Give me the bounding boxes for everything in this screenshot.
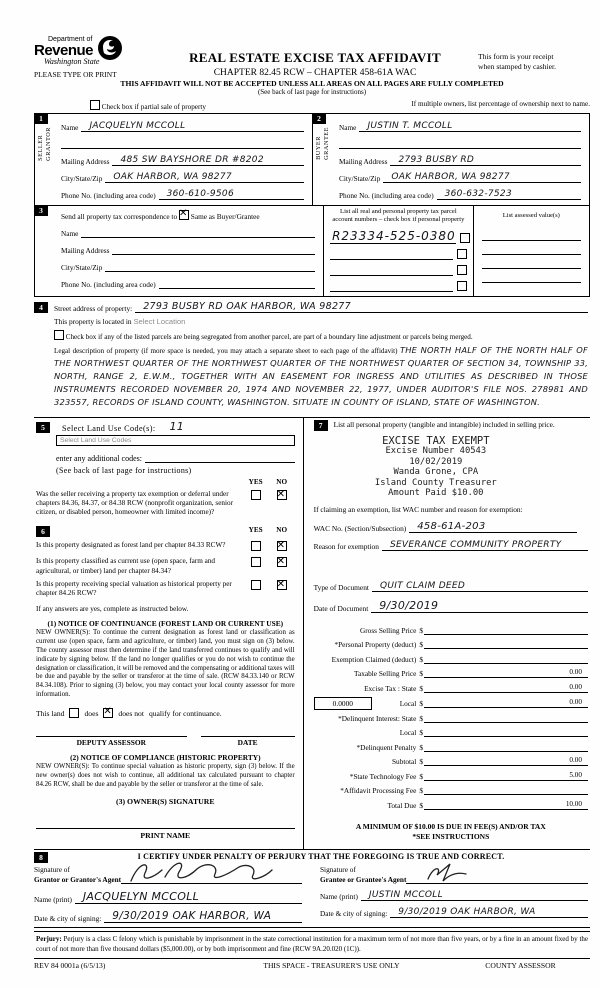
wac-number-input[interactable]: 458-61A-203 bbox=[409, 521, 577, 533]
corr-csz-input[interactable] bbox=[105, 261, 315, 272]
buyer-phone-label: Phone No. (including area code) bbox=[339, 191, 434, 200]
grantee-signature bbox=[410, 861, 500, 887]
assessed-value-input-3[interactable] bbox=[482, 255, 581, 269]
legal-description-label: Legal description of property (if more space is needed, you may attach a separate sheet to each page of the affidavit) bbox=[54, 347, 398, 356]
doc-type-label: Type of Document bbox=[313, 582, 369, 592]
s5-yes-header: YES bbox=[248, 477, 263, 486]
current-yes-checkbox[interactable] bbox=[251, 557, 261, 567]
logo-state-text: Washington State bbox=[44, 57, 100, 66]
seller-name2-input[interactable] bbox=[61, 138, 304, 149]
buyer-csz-label: City/State/Zip bbox=[339, 174, 381, 183]
same-as-buyer-checkbox[interactable] bbox=[179, 210, 189, 220]
deputy-assessor-signature-line[interactable]: DEPUTY ASSESSOR bbox=[36, 736, 187, 747]
logo-dept-text: Department of bbox=[48, 36, 93, 43]
owners-signature-title: (3) OWNER(S) SIGNATURE bbox=[116, 797, 215, 807]
land-use-code-label: Select Land Use Code(s): bbox=[62, 423, 156, 433]
doc-date-input[interactable]: 9/30/2019 bbox=[371, 599, 588, 613]
grantee-date-city-input[interactable]: 9/30/2019 OAK HARBOR, WA bbox=[390, 907, 588, 918]
grantor-date-city-input[interactable]: 9/30/2019 OAK HARBOR, WA bbox=[104, 910, 302, 923]
buyer-phone-input[interactable]: 360-632-7523 bbox=[437, 189, 581, 200]
state-technology-fee-value[interactable]: 5.00 bbox=[424, 771, 588, 781]
buyer-name-input[interactable]: JUSTIN T. MCCOLL bbox=[359, 121, 581, 132]
current-no-checkbox[interactable] bbox=[277, 557, 287, 567]
seller-grantor-vertical-label: SELLER GRANTOR bbox=[37, 127, 52, 161]
forest-no-checkbox[interactable] bbox=[277, 541, 287, 551]
historic-no-checkbox[interactable] bbox=[277, 580, 287, 590]
excise-column: 7 List all personal property (tangible and intangible) included in selling price. EXCISE TAX EXEMPT Excise Number 40543 10/02/2019 Wanda Grone, CPA Island County Treasurer Amount Paid $10.00 If claiming an exemption, list WAC number and reason for exemption: WAC No. (Section/Subsection) 458-61A-203 Reason for exemption SEVERANCE COMMUNITY PROPERTY Type of Document QUIT CLAIM DEED Date of Document 9/30/2019 Gross Selling Price $ *Personal Property (deduct) $ Exemption Claimed (deduct) $ Taxable Selling Price $ 0.00 Excise Tax : State $ 0.00 0.0000 Local $ 0.00 *Delinquent Interest: State $ Local $ *Delinquent Penalty $ Subtotal $ 0.00 *State Technology Fee $ 5.00 *Affidavit Processing Fee $ Total Due $ 10.00 A MINIMUM OF $10.00 IS DUE IN FEE(S) AND/OR TAX *SEE INSTRUCTIONS bbox=[304, 418, 590, 849]
see-back-note: (See back of last page for instructions) bbox=[257, 88, 367, 96]
section-8-number: 8 bbox=[34, 852, 48, 863]
historic-question-row bbox=[36, 580, 295, 599]
dor-swirl-icon bbox=[99, 36, 125, 69]
header bbox=[34, 36, 590, 78]
partial-sale-checkbox[interactable] bbox=[90, 100, 100, 110]
street-address-input[interactable]: 2793 BUSBY RD OAK HARBOR, WA 98277 bbox=[135, 301, 588, 313]
does-not-label: does not bbox=[118, 708, 144, 718]
multiple-owners-note: If multiple owners, list percentage of ownership next to name. bbox=[411, 100, 590, 108]
historic-question: Is this property receiving special valuation as historical property per chapter 84.26 RCW? bbox=[36, 579, 232, 598]
segregated-label: Check box if any of the listed parcels are being segregated from another parcel, are part of a boundary line adjustment or parcels being merged. bbox=[65, 333, 473, 342]
form-title: REAL ESTATE EXCISE TAX AFFIDAVIT bbox=[189, 50, 441, 65]
notice-compliance-title: (2) NOTICE OF COMPLIANCE (HISTORIC PROPERTY) bbox=[70, 753, 261, 763]
seller-phone-label: Phone No. (including area code) bbox=[61, 191, 156, 200]
gross-selling-price-input[interactable] bbox=[424, 625, 588, 635]
section-1-number: 1 bbox=[34, 113, 48, 124]
forest-yes-checkbox[interactable] bbox=[251, 541, 261, 551]
grantor-print-name-input[interactable]: JACQUELYN MCCOLL bbox=[75, 890, 302, 904]
section-4-number: 4 bbox=[34, 302, 48, 313]
send-correspondence-label: Send all property tax correspondence to bbox=[61, 212, 178, 221]
logo-revenue-text: Revenue bbox=[34, 42, 94, 59]
partial-sale-row bbox=[90, 100, 206, 111]
current-use-question-row bbox=[36, 557, 295, 576]
s6-no-header: NO bbox=[276, 525, 288, 534]
seller-csz-label: City/State/Zip bbox=[61, 174, 103, 183]
land-use-column bbox=[34, 418, 304, 849]
delinquent-interest-local-input[interactable] bbox=[424, 727, 588, 737]
grantee-print-name-input[interactable]: JUSTIN MCCOLL bbox=[361, 890, 588, 901]
owners-print-name-line[interactable]: PRINT NAME bbox=[36, 828, 295, 840]
parcel-numbers-column bbox=[323, 206, 473, 296]
buyer-grantee-vertical-label: BUYER GRANTEE bbox=[315, 127, 330, 160]
grantor-signature bbox=[125, 857, 275, 887]
doc-date-label: Date of Document bbox=[313, 603, 369, 613]
street-address-label: Street address of property: bbox=[54, 304, 133, 314]
see-back-note-2: (See back of last page for instructions) bbox=[56, 465, 192, 475]
seller-grantor-section bbox=[35, 114, 312, 205]
land-use-dropdown[interactable]: Select Land Use Codes bbox=[56, 435, 295, 446]
partial-sale-label: Check box if partial sale of property bbox=[101, 103, 206, 111]
land-does-checkbox[interactable] bbox=[69, 708, 79, 718]
delinquent-penalty-input[interactable] bbox=[424, 742, 588, 752]
form-chapter: CHAPTER 82.45 RCW – CHAPTER 458-61A WAC bbox=[213, 68, 417, 78]
seller-name-input[interactable]: JACQUELYN MCCOLL bbox=[81, 121, 304, 132]
form-rev-number: REV 84 0001a (6/5/13) bbox=[34, 961, 106, 971]
legal-description-input[interactable]: THE NORTH HALF OF THE NORTH HALF OF THE NORTHWEST QUARTER OF THE NORTHWEST QUARTER OF THE NORTHWEST QUARTER OF SECTION 34, TOWNSHIP 33, NORTH, RANGE 2, E.W.M., TOGETHER WITH AN EASEMENT FOR INGRESS AND UTILITIES AS DESCRIBED IN THOSE INSTRUMENTS RECORDED NOVEMBER 20, 1974 AND NOVEMBER 22, 1977, UNDER AUDITOR'S FILE NOS. 278981 AND 323557, RECORDS OF ISLAND COUNTY, WASHINGTON. SITUATE IN COUNTY OF ISLAND, STATE OF WASHINGTON. bbox=[54, 345, 588, 407]
section-7-number: 7 bbox=[314, 420, 328, 431]
grantor-signature-block: Signature of Grantor or Grantor's Agent Name (print) JACQUELYN MCCOLL Date & city of signing: 9/30/2019 OAK HARBOR, WA bbox=[34, 865, 302, 924]
parcel-header: List all real and personal property tax parcel account numbers – check box if personal property bbox=[332, 208, 465, 224]
buyer-name2-input[interactable] bbox=[339, 138, 581, 149]
does-label: does bbox=[84, 708, 99, 718]
delinquent-interest-state-input[interactable] bbox=[424, 713, 588, 723]
assessed-value-input-4[interactable] bbox=[482, 269, 581, 283]
s5-yes-checkbox[interactable] bbox=[251, 490, 261, 500]
legal-description bbox=[54, 344, 588, 408]
exemption-question: Was the seller receiving a property tax exemption or deferral under chapters 84.36, 84.37, or 84.38 RCW (nonprofit organization, senior citizen, or disabled person, homeowner with limited income)? bbox=[36, 489, 233, 517]
section-2-number: 2 bbox=[312, 113, 326, 124]
s6-yes-header: YES bbox=[248, 525, 263, 534]
buyer-address-label: Mailing Address bbox=[339, 157, 388, 166]
excise-tax-state-value[interactable]: 0.00 bbox=[424, 683, 588, 693]
corr-address-label: Mailing Address bbox=[61, 246, 110, 255]
parcel-number-input[interactable]: R23334-525-0380 bbox=[332, 229, 456, 244]
land-qualify-row bbox=[36, 708, 295, 718]
seller-name-label: Name bbox=[61, 123, 79, 132]
current-use-question: Is this property classified as current use (open space, farm and agricultural, or timber) land per chapter 84.34? bbox=[36, 557, 216, 575]
located-in-label: This property is located in bbox=[54, 317, 132, 327]
local-rate-box[interactable]: 0.0000 bbox=[314, 697, 372, 710]
parcel-personal-checkbox-2[interactable] bbox=[457, 249, 467, 259]
buyer-address-input[interactable]: 2793 BUSBY RD bbox=[390, 155, 581, 166]
excise-tax-local-value[interactable]: 0.00 bbox=[424, 698, 588, 708]
seller-address-label: Mailing Address bbox=[61, 157, 110, 166]
corr-name-label: Name bbox=[61, 229, 79, 238]
affidavit-processing-fee-input[interactable] bbox=[424, 785, 588, 795]
grantor-signature-line[interactable] bbox=[121, 873, 302, 884]
notice-continuance-title: (1) NOTICE OF CONTINUANCE (FOREST LAND OR CURRENT USE) bbox=[47, 618, 284, 628]
location-dropdown[interactable]: Select Location bbox=[133, 317, 186, 327]
assessed-values-column bbox=[473, 206, 589, 296]
notice-compliance-body: NEW OWNER(S): To continue special valuation as historic property, sign (3) below. If the new owner(s) does not wish to continue, all additional tax calculated pursuant to chapter 84.26 RCW, shall be due and payable by the seller or transferor at the time of sale. bbox=[36, 763, 295, 789]
corr-name-input[interactable] bbox=[81, 227, 315, 238]
seller-csz-input[interactable]: OAK HARBOR, WA 98277 bbox=[105, 172, 304, 183]
footer bbox=[34, 958, 590, 970]
forest-land-question: Is this property designated as forest land per chapter 84.33 RCW? bbox=[36, 540, 226, 549]
total-due-value[interactable]: 10.00 bbox=[424, 800, 588, 810]
buyer-grantee-section bbox=[312, 114, 589, 205]
reason-exemption-input[interactable]: SEVERANCE COMMUNITY PROPERTY bbox=[382, 540, 588, 551]
segregated-checkbox[interactable] bbox=[54, 330, 64, 340]
personal-property-header: List all personal property (tangible and intangible) included in selling price. bbox=[333, 419, 555, 429]
treasurer-space-label: THIS SPACE - TREASURER'S USE ONLY bbox=[263, 961, 400, 971]
wac-number-label: WAC No. (Section/Subsection) bbox=[313, 523, 407, 533]
parcel-number-input-4[interactable] bbox=[330, 281, 453, 292]
forest-land-question-row bbox=[36, 541, 295, 553]
section-5-number: 5 bbox=[36, 422, 50, 433]
receipt-note: This form is your receipt when stamped by cashier. bbox=[478, 52, 557, 71]
exemption-question-row bbox=[36, 490, 295, 518]
warning-note: THIS AFFIDAVIT WILL NOT BE ACCEPTED UNLESS ALL AREAS ON ALL PAGES ARE FULLY COMPLETED bbox=[120, 79, 504, 88]
historic-yes-checkbox[interactable] bbox=[251, 580, 261, 590]
qualify-label: qualify for continuance. bbox=[148, 708, 222, 718]
parcel-personal-checkbox-1[interactable] bbox=[460, 233, 470, 243]
minimum-due-note: A MINIMUM OF $10.00 IS DUE IN FEE(S) AND/OR TAX *SEE INSTRUCTIONS bbox=[355, 821, 546, 842]
please-type-note: PLEASE TYPE OR PRINT bbox=[34, 70, 117, 79]
tax-correspondence-section bbox=[35, 206, 323, 296]
doc-type-input[interactable]: QUIT CLAIM DEED bbox=[372, 581, 588, 592]
parcel-personal-checkbox-3[interactable] bbox=[457, 265, 467, 275]
corr-phone-input[interactable] bbox=[159, 278, 315, 289]
additional-codes-label: enter any additional codes: bbox=[56, 453, 142, 463]
seller-phone-input[interactable]: 360-610-9506 bbox=[159, 189, 304, 200]
excise-tax-stamp: EXCISE TAX EXEMPT Excise Number 40543 10/02/2019 Wanda Grone, CPA Island County Treasurer Amount Paid $10.00 bbox=[374, 434, 497, 499]
subtotal-value[interactable]: 0.00 bbox=[424, 756, 588, 766]
section-6-number: 6 bbox=[36, 526, 50, 537]
certification-section bbox=[34, 850, 590, 929]
grantee-signature-block: Signature of Grantee or Grantee's Agent Name (print) JUSTIN MCCOLL Date & city of signing: 9/30/2019 OAK HARBOR, WA bbox=[320, 865, 588, 924]
assessed-value-input-2[interactable] bbox=[482, 241, 581, 255]
property-section bbox=[34, 297, 590, 414]
corr-address-input[interactable] bbox=[112, 244, 315, 255]
grantee-signature-line[interactable] bbox=[406, 873, 588, 884]
notice-continuance-body: NEW OWNER(S): To continue the current designation as forest land or classification as current use (open space, farm and agriculture, or timber) land, you must sign on (3) below. The county assessor must then determine if the land transferred continues to qualify and will indicate by signing below. If the land no longer qualifies or you do not wish to continue the designation or classification, it will be removed and the compensating or additional taxes will be due and payable by the seller or transferor at the time of sale. (RCW 84.33.140 or RCW 84.34.108). Prior to signing (3) below, you may contact your local county assessor for more information. bbox=[36, 628, 295, 699]
seller-address-input[interactable]: 485 SW BAYSHORE DR #8202 bbox=[112, 155, 304, 166]
parcel-number-input-2[interactable] bbox=[330, 249, 453, 260]
exemption-claimed-input[interactable] bbox=[424, 654, 588, 664]
claiming-exemption-note: If claiming an exemption, list WAC number and reason for exemption: bbox=[313, 504, 523, 514]
additional-codes-input[interactable] bbox=[145, 452, 295, 463]
perjury-note: Perjury: Perjury is a class C felony which is punishable by imprisonment in the state correctional institution for a maximum term of not more than five years, or by a fine in an amount fixed by the court of not more than five thousand dollars ($5,000.00), or by both imprisonment and fine (RCW 9A.20.020 (1C)). bbox=[34, 931, 590, 958]
county-assessor-label: COUNTY ASSESSOR bbox=[485, 961, 556, 971]
assessed-value-input-1[interactable] bbox=[482, 227, 581, 241]
land-does-not-checkbox[interactable] bbox=[103, 708, 113, 718]
corr-phone-label: Phone No. (including area code) bbox=[61, 280, 156, 289]
deputy-date-line[interactable]: DATE bbox=[201, 736, 295, 747]
s5-no-checkbox[interactable] bbox=[277, 490, 287, 500]
if-yes-note: If any answers are yes, complete as instructed below. bbox=[36, 604, 189, 613]
s5-no-header: NO bbox=[276, 477, 288, 486]
assessed-header: List assessed value(s) bbox=[502, 212, 560, 219]
land-use-code-value[interactable]: 11 bbox=[169, 419, 185, 433]
buyer-name-label: Name bbox=[339, 123, 357, 132]
certify-statement: I CERTIFY UNDER PENALTY OF PERJURY THAT THE FOREGOING IS TRUE AND CORRECT. bbox=[137, 851, 505, 861]
buyer-csz-input[interactable]: OAK HARBOR, WA 98277 bbox=[383, 172, 581, 183]
section-3-number: 3 bbox=[34, 205, 48, 216]
corr-csz-label: City/State/Zip bbox=[61, 263, 103, 272]
parcel-personal-checkbox-4[interactable] bbox=[457, 281, 467, 291]
taxable-selling-price-value[interactable]: 0.00 bbox=[424, 668, 588, 678]
land-use-section bbox=[36, 420, 295, 433]
same-as-buyer-label: Same as Buyer/Grantee bbox=[190, 212, 260, 221]
parcel-number-input-3[interactable] bbox=[330, 265, 453, 276]
reason-exemption-label: Reason for exemption bbox=[313, 541, 379, 551]
personal-property-deduct-input[interactable] bbox=[424, 639, 588, 649]
this-land-label: This land bbox=[36, 708, 65, 718]
